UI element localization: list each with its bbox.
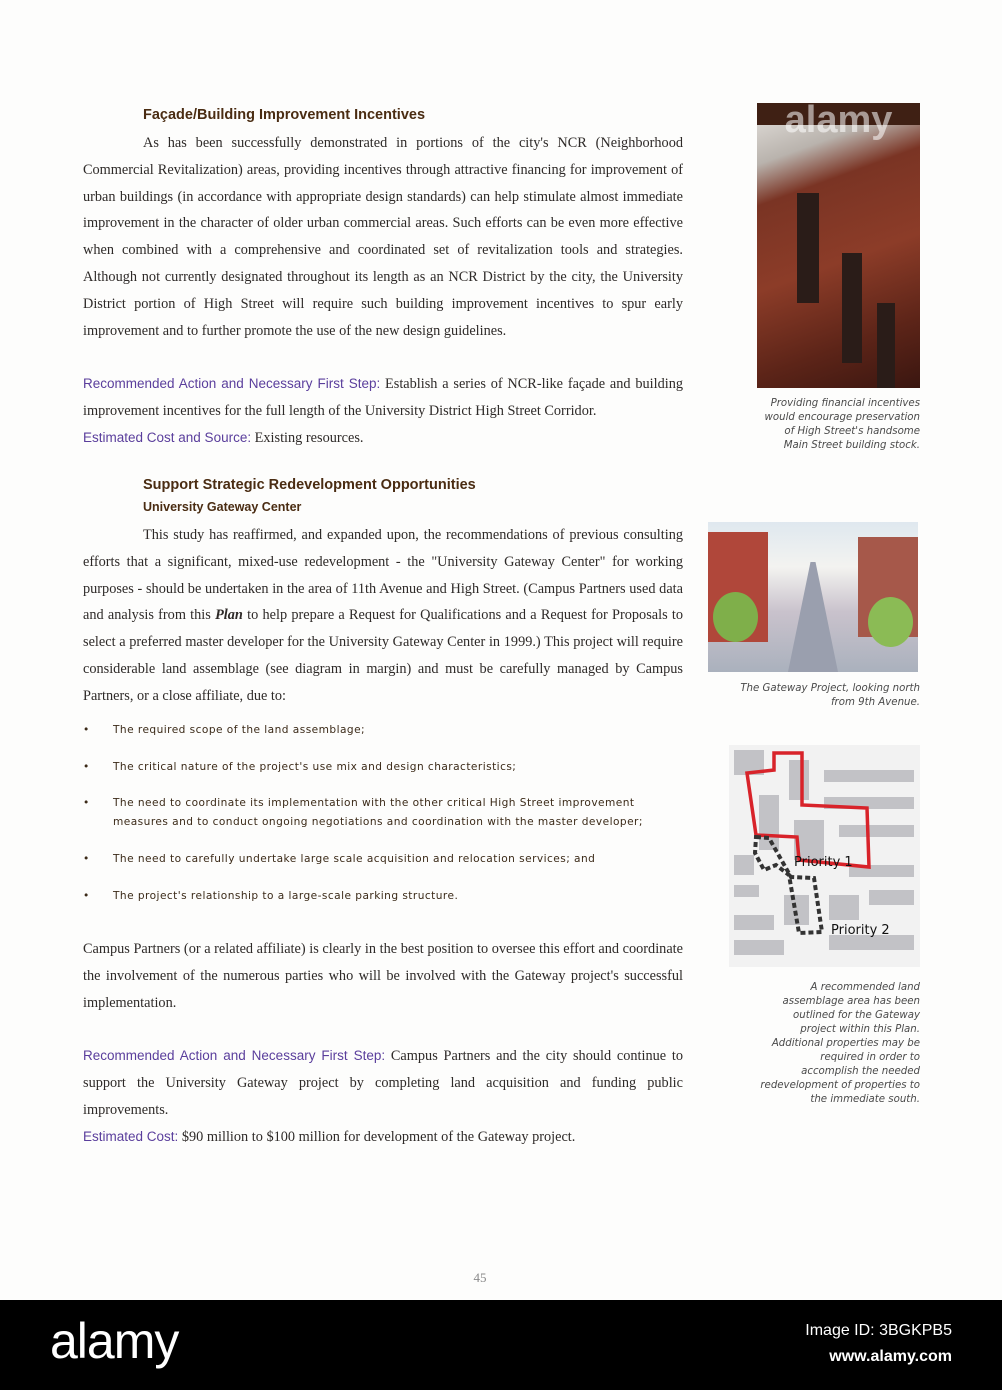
bullet-item: • The required scope of the land assemblage; (83, 724, 366, 736)
cost-label: Estimated Cost and Source: (83, 430, 252, 445)
image-id: Image ID: 3BGKPB5 (805, 1322, 952, 1339)
paragraph-facade (83, 130, 683, 344)
sketch-caption: The Gateway Project, looking north from 9th Avenue. (740, 683, 920, 708)
estimated-cost-1 (83, 425, 683, 452)
cost-label: Estimated Cost: (83, 1129, 179, 1144)
watermark: alamy (784, 103, 893, 141)
building-photo (757, 103, 920, 388)
action-label: Recommended Action and Necessary First Step: (83, 376, 381, 391)
plan-emphasis: Plan (215, 607, 243, 624)
page-number: 45 (473, 1270, 487, 1285)
gateway-sketch (708, 522, 918, 672)
paragraph-text: As has been successfully demonstrated in portions of the city's NCR (Neighborhood Commercial Revitalization) areas, providing incentives through attractive financing for improvement of urban buildings (in accordance with appropriate design standards) can help stimulate almost immediate improvement in the character of older urban commercial areas. Such efforts can be even more effective when combined with a comprehensive and coordinated set of revitalization tools and strategies. Although not currently designated throughout its length as an NCR District by the city, the University District portion of High Street will require such building improvement incentives to spur early improvement and to further promote the use of the new design guidelines. (83, 135, 683, 339)
paragraph-campus-partners: Campus Partners (or a related affiliate) is clearly in the best position to oversee this effort and coordinate the involvement of the numerous parties who will be involved with the Gateway project's successful implementation. (83, 941, 683, 1011)
recommended-action-2 (83, 1043, 683, 1123)
land-assemblage-map (729, 745, 920, 967)
action-text: Campus Partners and the city should continue to support the University Gateway project by completing land acquisition and funding public improvements. (83, 1048, 684, 1118)
paragraph-text: to help prepare a Request for Qualifications and a Request for Proposals to select a preferred master developer for the University Gateway Center in 1999.) This project will require considerable land assemblage (see diagram in margin) and must be carefully managed by Campus Partners, or a close affiliate, due to: (83, 607, 683, 704)
priority-2-label: Priority 2 (831, 923, 890, 938)
recommended-action-1 (83, 371, 683, 425)
bullet-item: • The project's relationship to a large-scale parking structure. (83, 890, 459, 902)
map-caption: A recommended land assemblage area has been outlined for the Gateway project within this Plan. Additional properties may be required in order to accomplish the needed redevelopment of properties to the immediate south. (760, 982, 920, 1105)
alamy-logo: alamy (50, 1313, 179, 1369)
alamy-url: www.alamy.com (829, 1348, 952, 1365)
estimated-cost-2 (83, 1124, 683, 1151)
bullet-item: • The need to carefully undertake large scale acquisition and relocation services; and (83, 853, 596, 865)
bullet-item: • The need to coordinate its implementation with the other critical High Street improvement measures and to conduct ongoing negotiations and coordination with the master developer; (83, 797, 643, 828)
cost-text: $90 million to $100 million for development of the Gateway project. (181, 1129, 576, 1145)
cost-text: Existing resources. (254, 430, 364, 446)
bullet-item: • The critical nature of the project's use mix and design characteristics; (83, 761, 517, 773)
action-text: Establish a series of NCR-like façade and building improvement incentives for the full length of the University District High Street Corridor. (83, 376, 683, 419)
paragraph-gateway (83, 522, 683, 710)
stock-banner (0, 1300, 1002, 1390)
section-heading-facade: Façade/Building Improvement Incentives (143, 107, 426, 123)
paragraph-text: This study has reaffirmed, and expanded upon, the recommendations of previous consulting efforts that a significant, mixed-use redevelopment - the "University Gateway Center" for working purposes - should be undertaken in the area of 11th Avenue and High Street. (Campus Partners used data and analysis from this (83, 527, 683, 624)
subheading-gateway: University Gateway Center (143, 500, 302, 514)
action-label: Recommended Action and Necessary First Step: (83, 1048, 386, 1063)
section-heading-redevelopment: Support Strategic Redevelopment Opportunities (143, 477, 476, 493)
priority-1-label: Priority 1 (794, 855, 853, 870)
photo-caption: Providing financial incentives would encourage preservation of High Street's handsome Main Street building stock. (764, 398, 920, 451)
